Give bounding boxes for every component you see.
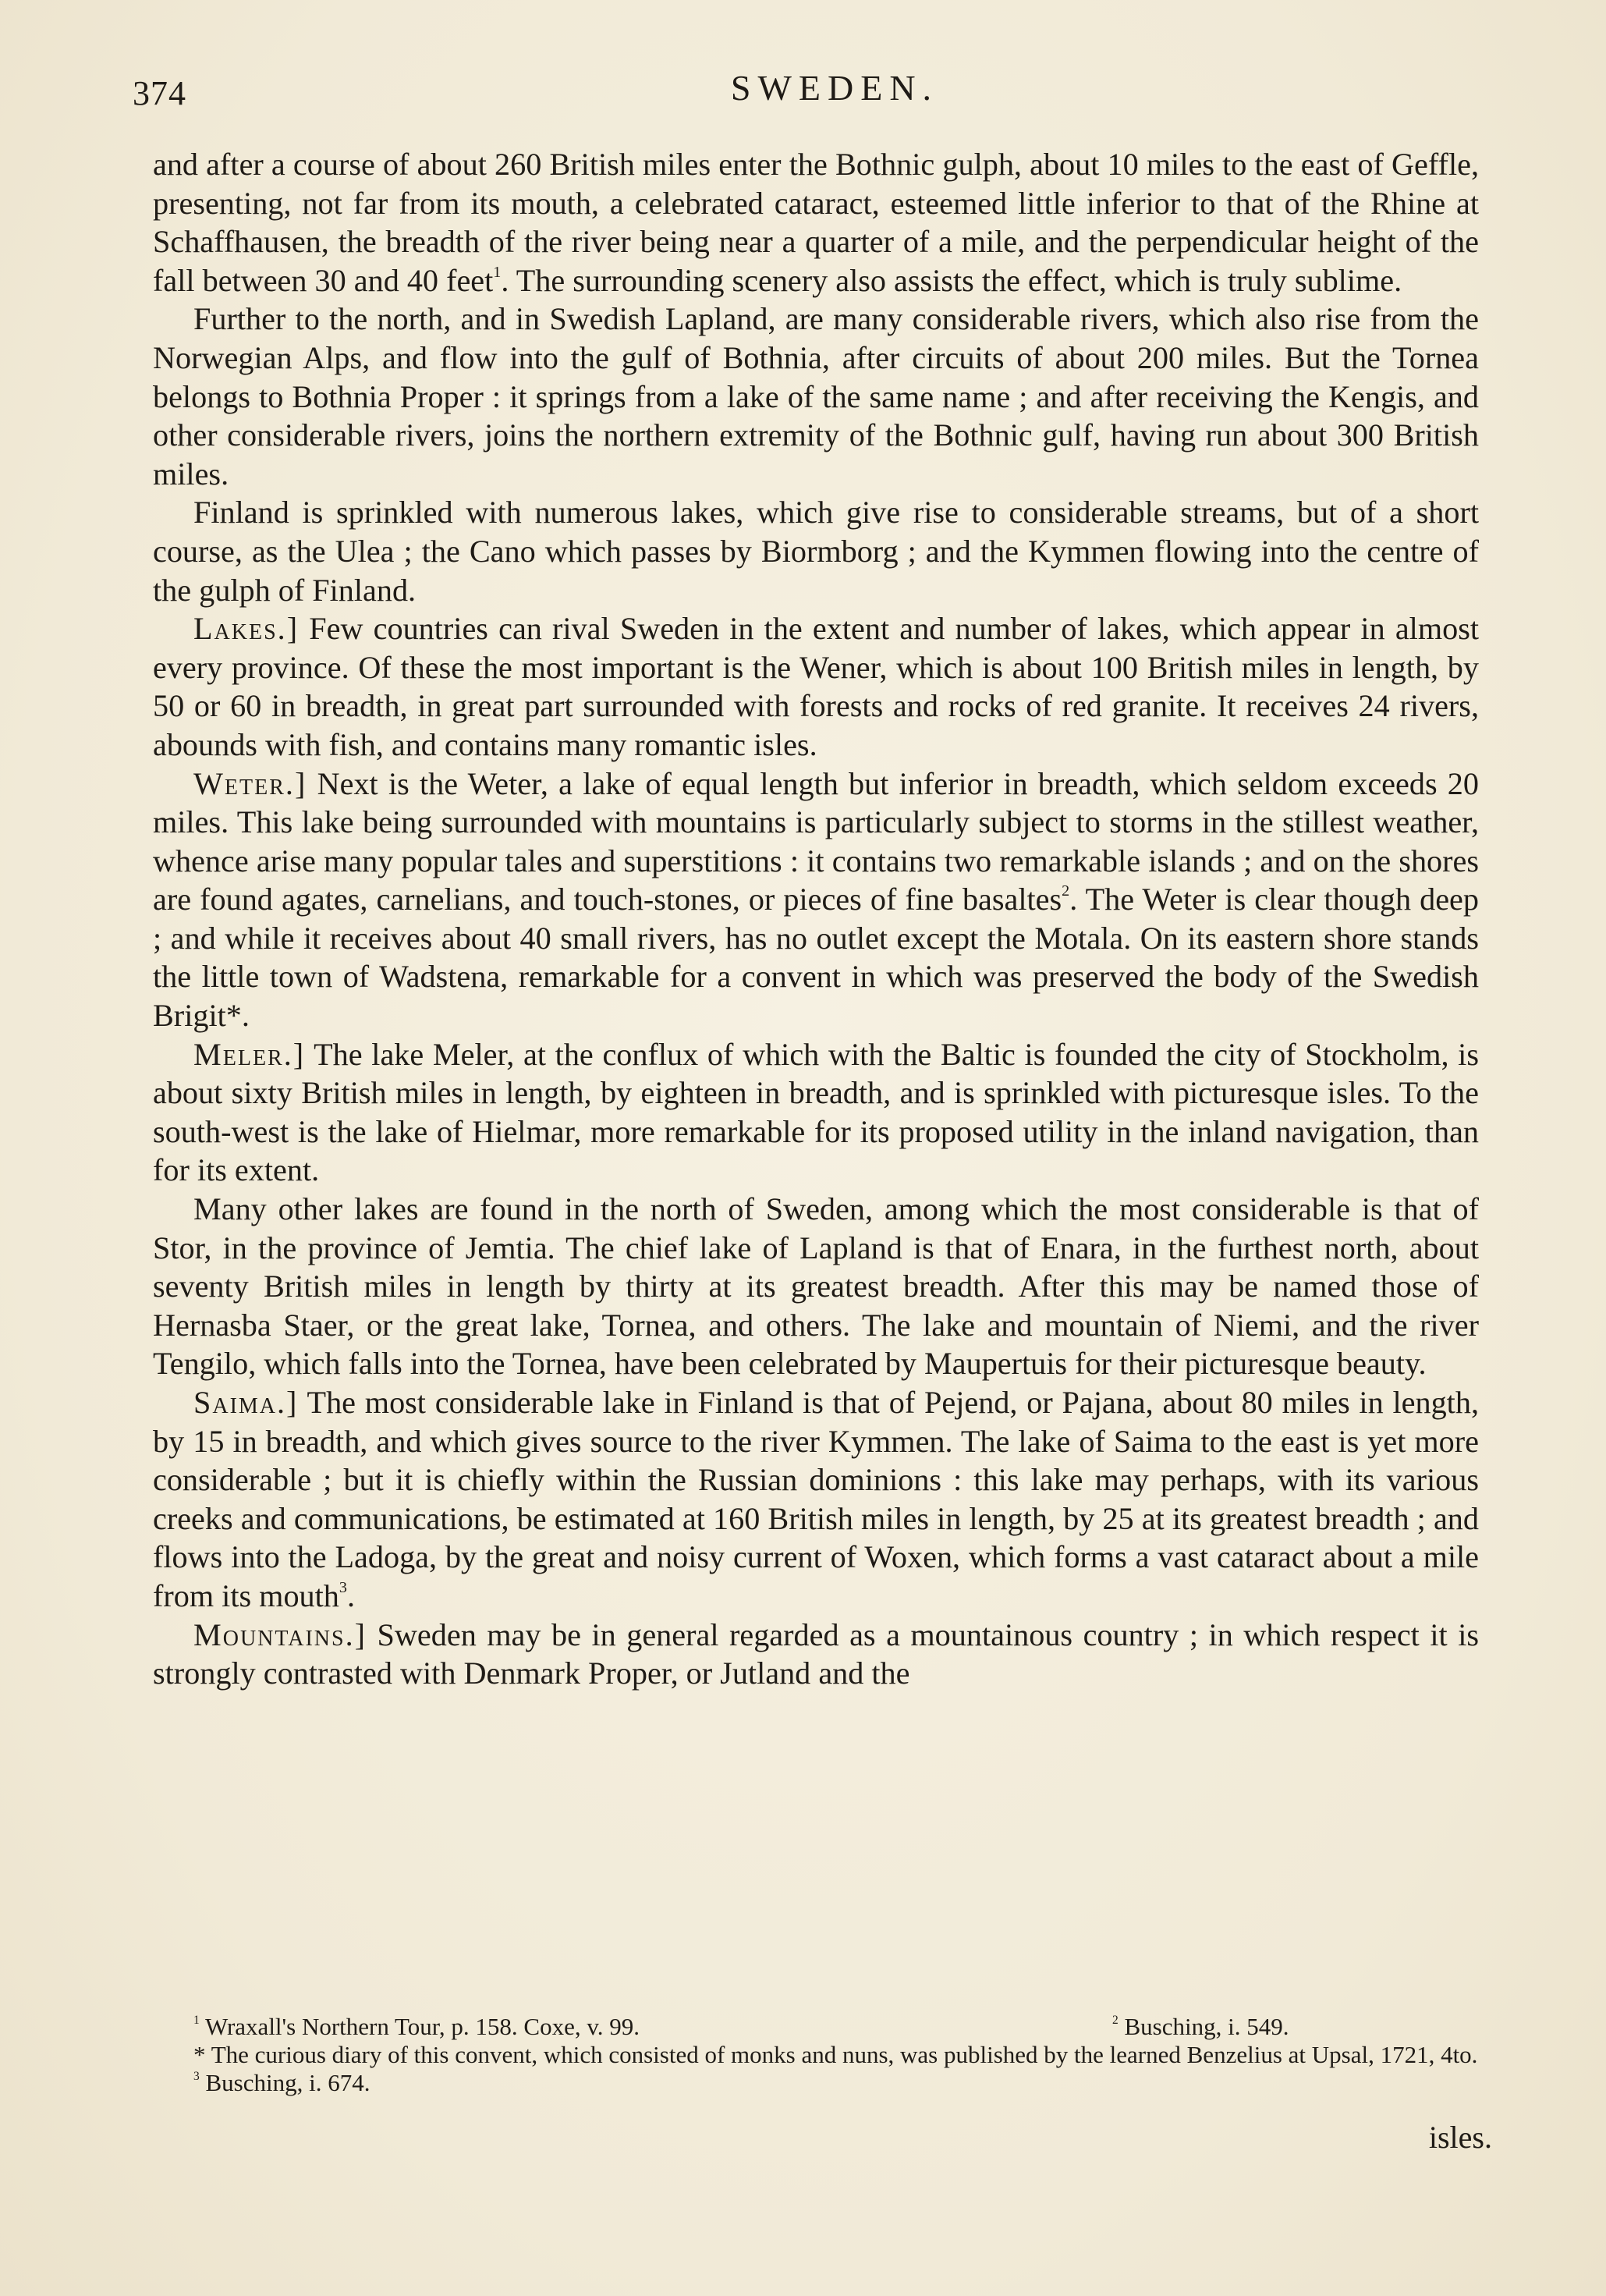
paragraph [153, 609, 1479, 764]
section-heading: Saima.] [193, 1385, 299, 1420]
footnote-star: * The curious diary of this convent, which consisted of monks and nuns, was published by the learned Benzelius at Upsal, 1721, 4to. [193, 2041, 1478, 2068]
paragraph [153, 493, 1479, 609]
body-text [153, 145, 1479, 1693]
page-header [133, 62, 1490, 112]
section-heading: Lakes.] [193, 611, 300, 647]
paragraph-text-tail: . [346, 1577, 355, 1613]
section-heading: Mountains.] [193, 1616, 367, 1652]
paragraph-text-tail: . The surrounding scenery also assists the effect, which is truly sublime. [501, 262, 1402, 298]
paragraph-text-tail: . The Weter is clear though deep ; and while it receives about 40 small rivers, has no outlet except the Motala. On its eastern shore stands the little town of Wadstena, remarkable for a convent in which was preserved the body of the Swedish Brigit*. [153, 882, 1479, 1034]
footnote-2-text: Busching, i. 549. [1124, 2013, 1289, 2040]
footnote-3-mark: 3 [193, 2070, 200, 2084]
paragraph-text: Further to the north, and in Swedish Lapland, are many considerable rivers, which also rise from the Norwegian Alps, and flow into the gulf of Bothnia, after circuits of about 200 miles. But the Tornea belongs to Bothnia Proper : it springs from a lake of the same name ; and after receiving the Kengis, and other considerable rivers, joins the northern extremity of the Bothnic gulf, having run about 300 British miles. [153, 301, 1479, 491]
paragraph [153, 765, 1479, 1035]
footnote-2-mark: 2 [1112, 2014, 1119, 2028]
paragraph-text: and after a course of about 260 British miles enter the Bothnic gulph, about 10 miles to the east of Geffle, presenting, not far from its mouth, a celebrated cataract, esteemed little inferior to that of the Rhine at Schaffhausen, the breadth of the river being near a quarter of a mile, and the perpendicular height of the fall between 30 and 40 feet [153, 147, 1479, 298]
paragraph-text: The lake Meler, at the conflux of which with the Baltic is founded the city of Stockholm, is about sixty British miles in length, by eighteen in breadth, and is sprinkled with picturesque isles. To the south-west is the lake of Hielmar, more remarkable for its proposed utility in the inland navigation, than for its extent. [153, 1036, 1479, 1188]
footnote-1 [193, 2013, 640, 2041]
paragraph-text: Few countries can rival Sweden in the extent and number of lakes, which appear in almost every province. Of these the most important is the Wener, which is about 100 British miles in length, by 50 or 60 in breadth, in great part surrounded with forests and rocks of red granite. It receives 24 rivers, abounds with fish, and contains many romantic isles. [153, 611, 1479, 762]
paragraph [153, 1035, 1479, 1190]
footnote-mark: 1 [493, 263, 502, 281]
footnote-3 [153, 2069, 1494, 2097]
footnote-3-text: Busching, i. 674. [205, 2069, 370, 2096]
footnotes [153, 2013, 1494, 2097]
paragraph [153, 300, 1479, 493]
catchword: isles. [1428, 2120, 1492, 2155]
paragraph [153, 1190, 1479, 1383]
footnote-2 [1112, 2013, 1289, 2041]
footnote-row [153, 2013, 1494, 2041]
running-head: SWEDEN. [730, 68, 939, 108]
paragraph-text: The most considerable lake in Finland is that of Pejend, or Pajana, about 80 miles in length, by 15 in breadth, and which gives source to the river Kymmen. The lake of Saima to the east is yet more considerable ; but it is chiefly within the Russian dominions : this lake may perhaps, with its various creeks and communications, be estimated at 160 British miles in length, by 25 at its greatest breadth ; and flows into the Ladoga, by the great and noisy current of Woxen, which forms a vast cataract about a mile from its mouth [153, 1385, 1479, 1613]
paragraph [153, 1383, 1479, 1616]
paragraph-text: Sweden may be in general regarded as a mountainous country ; in which respect it is strongly contrasted with Denmark Proper, or Jutland and the [153, 1616, 1479, 1691]
footnote-1-text: Wraxall's Northern Tour, p. 158. Coxe, v. 99. [204, 2013, 640, 2040]
section-heading: Weter.] [193, 765, 307, 801]
section-heading: Meler.] [193, 1036, 306, 1072]
paragraph [153, 1616, 1479, 1693]
page-number: 374 [133, 74, 186, 112]
paragraph-text: Many other lakes are found in the north of Sweden, among which the most considerable is that of Stor, in the province of Jemtia. The chief lake of Lapland is that of Enara, in the furthest north, about seventy British miles in length by thirty at its greatest breadth. After this may be named those of Hernasba Staer, or the great lake, Tornea, and others. The lake and mountain of Niemi, and the river Tengilo, which falls into the Tornea, have been celebrated by Maupertuis for their picturesque beauty. [153, 1191, 1479, 1382]
footnote-mark: 3 [339, 1578, 347, 1596]
paragraph-text: Next is the Weter, a lake of equal length but inferior in breadth, which seldom exceeds 20 miles. This lake being surrounded with mountains is particularly subject to storms in the stillest weather, whence arise many popular tales and superstitions : it contains two remarkable islands ; and on the shores are found agates, carnelians, and touch-stones, or pieces of fine basaltes [153, 765, 1479, 917]
footnote-mark: 2 [1062, 882, 1070, 900]
footnote-1-mark: 1 [193, 2014, 200, 2028]
paragraph [153, 145, 1479, 300]
paragraph-text: Finland is sprinkled with numerous lakes, which give rise to considerable streams, but of a short course, as the Ulea ; the Cano which passes by Biormborg ; and the Kymmen flowing into the centre of the gulph of Finland. [153, 495, 1479, 608]
